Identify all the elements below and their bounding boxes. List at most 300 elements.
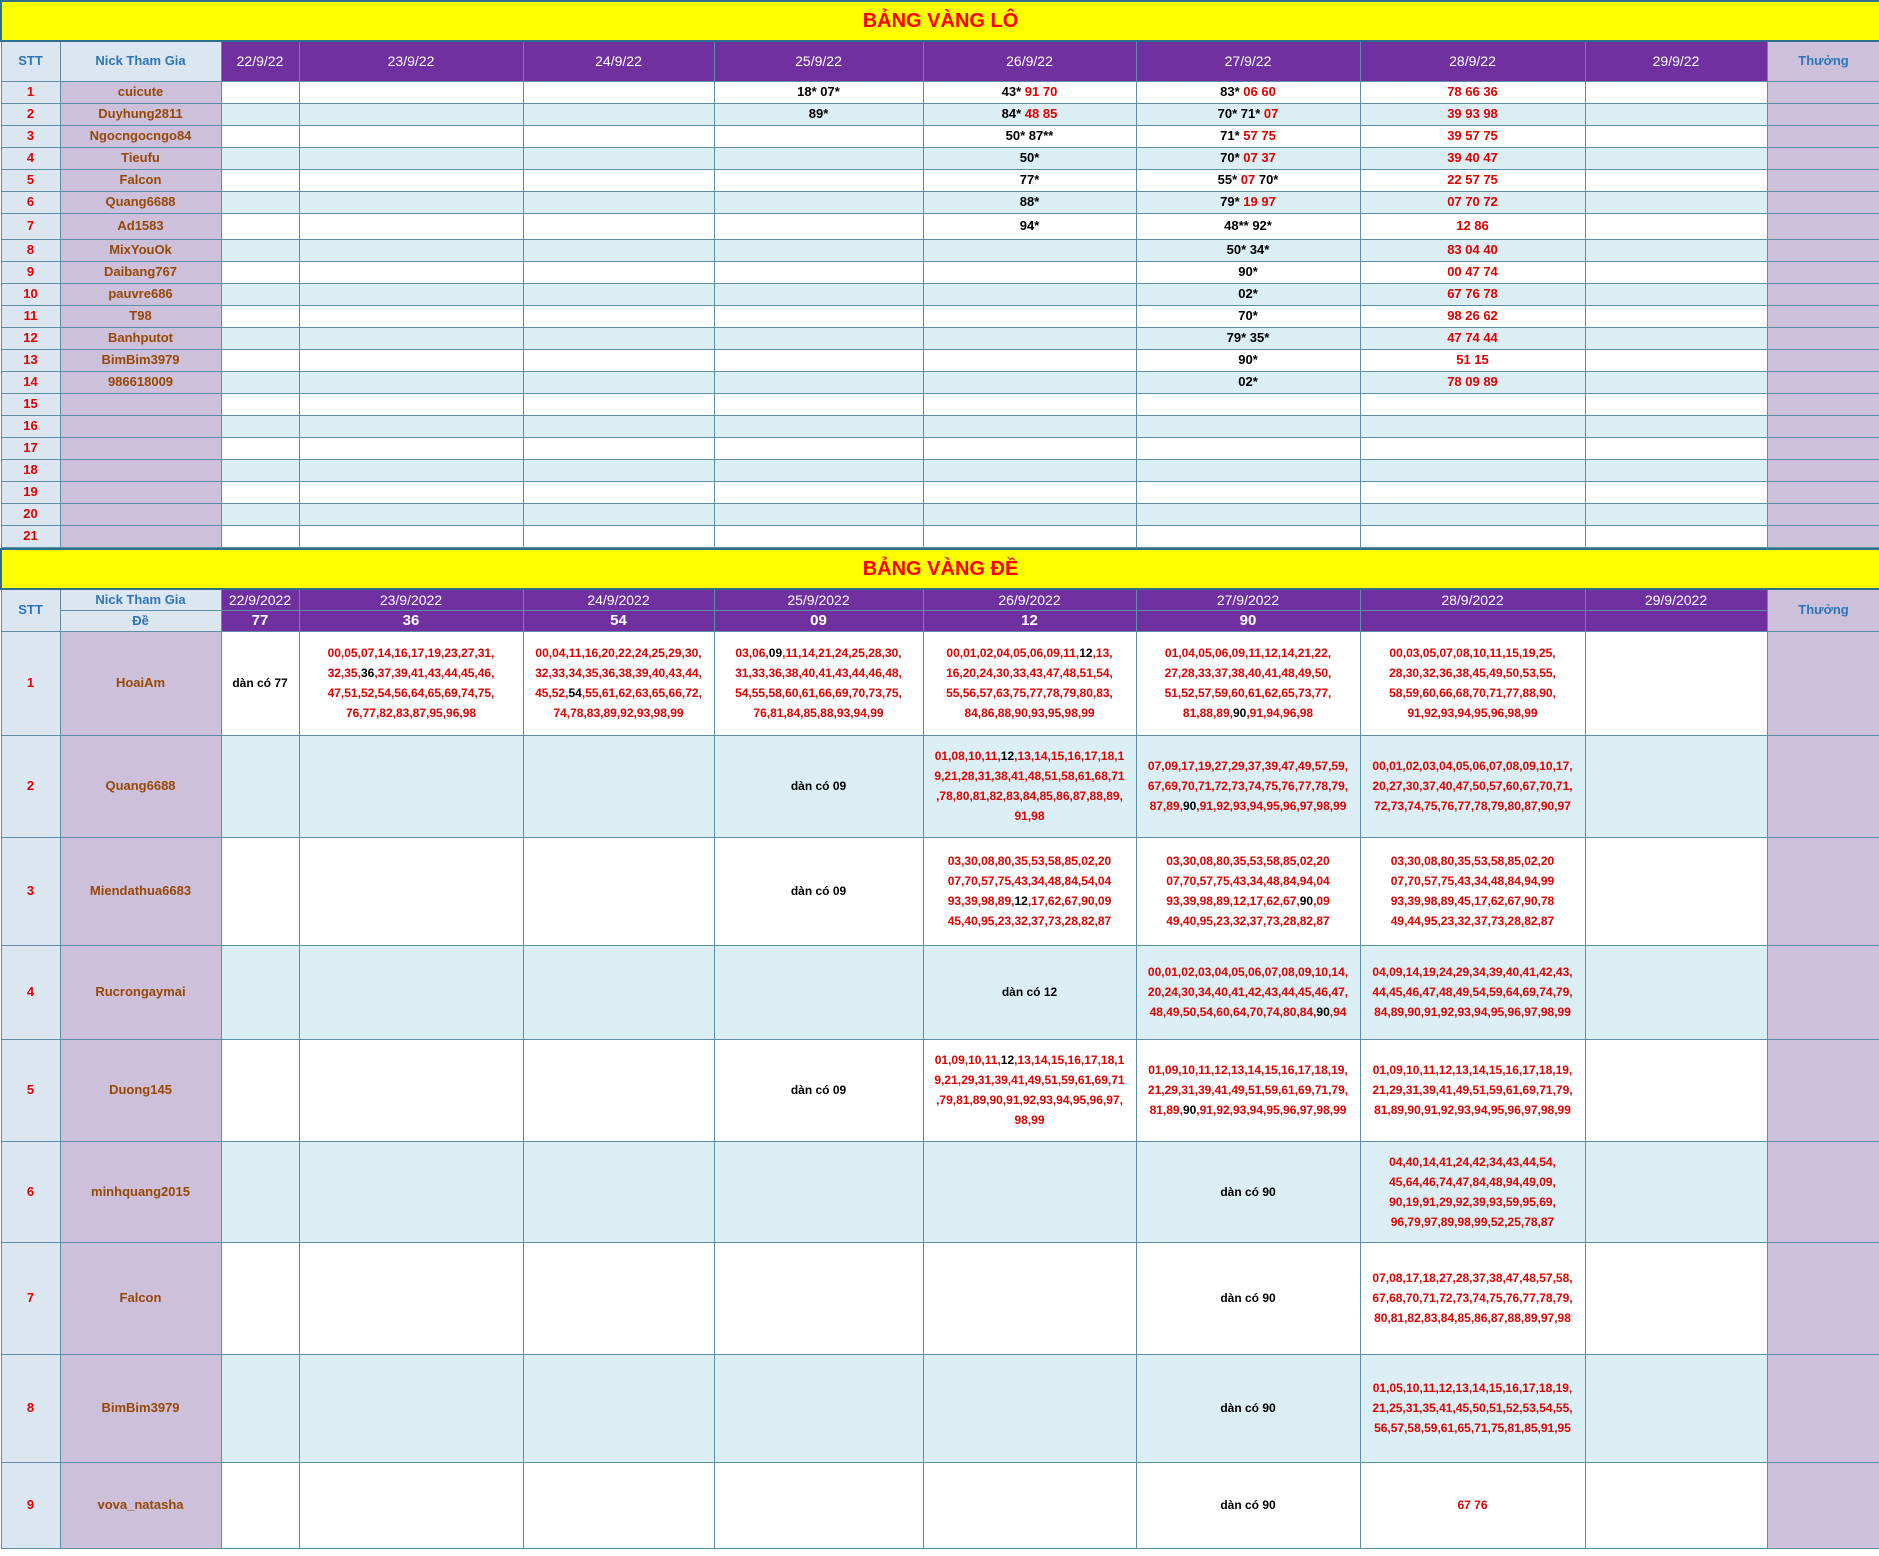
de-nick-header: Nick Tham Gia bbox=[60, 589, 221, 611]
cell-text: 71* bbox=[1220, 128, 1244, 143]
row-nick: HoaiAm bbox=[60, 631, 221, 735]
date-cell bbox=[1585, 525, 1767, 547]
date-cell bbox=[1360, 305, 1585, 327]
table-row bbox=[1, 261, 1879, 283]
de-reward-header: Thưởng bbox=[1767, 589, 1879, 632]
table-row bbox=[1, 481, 1879, 503]
cell-text: 90* bbox=[1238, 352, 1258, 367]
date-cell bbox=[1136, 437, 1360, 459]
date-cell bbox=[923, 371, 1136, 393]
date-cell bbox=[714, 169, 923, 191]
cell-text: 81,89, bbox=[1149, 1103, 1183, 1117]
cell-text: 21,25,31,35,41,45,50,51,52,53,54,55, bbox=[1372, 1401, 1573, 1415]
date-cell bbox=[1136, 393, 1360, 415]
cell-text: 90 bbox=[1232, 706, 1247, 720]
date-cell bbox=[221, 525, 299, 547]
date-cell bbox=[299, 1354, 523, 1462]
cell-text: 79* bbox=[1220, 194, 1244, 209]
row-nick: Ngocngocngo84 bbox=[60, 125, 221, 147]
date-cell bbox=[523, 283, 714, 305]
date-cell bbox=[1136, 1039, 1360, 1141]
lo-date-header: 22/9/22 bbox=[221, 41, 299, 81]
row-nick: Tieufu bbox=[60, 147, 221, 169]
cell-text: 07 bbox=[1263, 106, 1279, 121]
cell-text: 79* 35* bbox=[1226, 330, 1270, 345]
cell-text: 18* 07* bbox=[797, 84, 840, 99]
date-cell bbox=[299, 239, 523, 261]
row-stt: 4 bbox=[1, 147, 60, 169]
row-nick: Falcon bbox=[60, 1242, 221, 1354]
cell-text: 50* 87** bbox=[1005, 128, 1054, 143]
row-stt: 1 bbox=[1, 631, 60, 735]
cell-text: 47 74 44 bbox=[1447, 330, 1498, 345]
date-cell bbox=[523, 305, 714, 327]
table-row bbox=[1, 125, 1879, 147]
date-cell bbox=[1136, 261, 1360, 283]
row-stt: 7 bbox=[1, 213, 60, 239]
cell-text: 48 85 bbox=[1024, 106, 1058, 121]
date-cell bbox=[1360, 503, 1585, 525]
cell-text: ,37,39,41,43,44,45,46, bbox=[374, 666, 495, 680]
reward-cell bbox=[1767, 837, 1879, 945]
cell-text: 91,92,93,94,95,96,98,99 bbox=[1407, 706, 1538, 720]
cell-text: 70* bbox=[1220, 150, 1244, 165]
date-cell bbox=[1136, 371, 1360, 393]
date-cell bbox=[1136, 239, 1360, 261]
reward-cell bbox=[1767, 239, 1879, 261]
date-cell bbox=[221, 103, 299, 125]
date-cell bbox=[923, 631, 1136, 735]
date-cell bbox=[1360, 459, 1585, 481]
date-cell bbox=[923, 305, 1136, 327]
cell-text: ,91,92,93,94,95,96,97,98,99 bbox=[1196, 799, 1347, 813]
cell-text: 77* bbox=[1019, 172, 1040, 187]
date-cell bbox=[299, 371, 523, 393]
cell-text: 84,86,88,90,93,95,98,99 bbox=[964, 706, 1095, 720]
date-cell bbox=[1360, 261, 1585, 283]
date-cell bbox=[299, 393, 523, 415]
date-cell bbox=[221, 503, 299, 525]
date-cell bbox=[1360, 125, 1585, 147]
date-cell bbox=[523, 631, 714, 735]
cell-text: 21,29,31,39,41,49,51,59,61,69,71,79, bbox=[1372, 1083, 1573, 1097]
cell-text: 20,27,30,37,40,47,50,57,60,67,70,71, bbox=[1372, 779, 1573, 793]
row-stt: 2 bbox=[1, 735, 60, 837]
date-cell bbox=[299, 837, 523, 945]
table-row bbox=[1, 1462, 1879, 1548]
date-cell bbox=[1360, 283, 1585, 305]
date-cell bbox=[299, 1141, 523, 1242]
reward-cell bbox=[1767, 393, 1879, 415]
date-cell bbox=[1585, 735, 1767, 837]
row-stt: 7 bbox=[1, 1242, 60, 1354]
date-cell bbox=[523, 1462, 714, 1548]
lo-date-header: 27/9/22 bbox=[1136, 41, 1360, 81]
row-nick: vova_natasha bbox=[60, 1462, 221, 1548]
row-nick bbox=[60, 415, 221, 437]
cell-text: 01,04,05,06,09,11,12,14,21,22, bbox=[1164, 646, 1332, 660]
cell-text: 04,09,14,19,24,29,34,39,40,41,42,43, bbox=[1372, 965, 1573, 979]
row-nick: 986618009 bbox=[60, 371, 221, 393]
date-cell bbox=[1585, 393, 1767, 415]
cell-text: 12 bbox=[1014, 894, 1028, 908]
table-row bbox=[1, 283, 1879, 305]
cell-text: ,91,92,93,94,95,96,97,98,99 bbox=[1196, 1103, 1347, 1117]
cell-text: 06 60 bbox=[1243, 84, 1276, 99]
table-row bbox=[1, 437, 1879, 459]
date-cell bbox=[1360, 371, 1585, 393]
cell-text: 49,44,95,23,32,37,73,28,82,87 bbox=[1390, 914, 1555, 928]
date-cell bbox=[923, 213, 1136, 239]
cell-text: 09 bbox=[768, 646, 783, 660]
date-cell bbox=[221, 945, 299, 1039]
cell-text: 81,88,89, bbox=[1182, 706, 1233, 720]
row-nick bbox=[60, 459, 221, 481]
cell-text: 93,39,98,89, bbox=[947, 894, 1015, 908]
date-cell bbox=[1136, 125, 1360, 147]
lo-reward-header: Thưởng bbox=[1767, 41, 1879, 81]
row-stt: 11 bbox=[1, 305, 60, 327]
date-cell bbox=[299, 481, 523, 503]
de-date-header: 25/9/2022 bbox=[714, 589, 923, 611]
date-cell bbox=[714, 349, 923, 371]
date-cell bbox=[1360, 327, 1585, 349]
date-cell bbox=[221, 393, 299, 415]
lo-body bbox=[1, 81, 1879, 547]
cell-text: 90 bbox=[1299, 894, 1314, 908]
date-cell bbox=[714, 81, 923, 103]
de-result: 09 bbox=[714, 610, 923, 631]
row-nick bbox=[60, 481, 221, 503]
date-cell bbox=[1585, 147, 1767, 169]
row-stt: 15 bbox=[1, 393, 60, 415]
lo-date-header: 26/9/22 bbox=[923, 41, 1136, 81]
lo-date-header: 24/9/22 bbox=[523, 41, 714, 81]
cell-text: ,91,94,96,98 bbox=[1246, 706, 1314, 720]
row-stt: 12 bbox=[1, 327, 60, 349]
reward-cell bbox=[1767, 415, 1879, 437]
reward-cell bbox=[1767, 81, 1879, 103]
cell-text: dàn có 90 bbox=[1220, 1291, 1276, 1305]
row-nick: MixYouOk bbox=[60, 239, 221, 261]
date-cell bbox=[1360, 103, 1585, 125]
cell-text: 48** 92* bbox=[1224, 218, 1272, 233]
row-stt: 5 bbox=[1, 169, 60, 191]
date-cell bbox=[523, 349, 714, 371]
reward-cell bbox=[1767, 305, 1879, 327]
date-cell bbox=[1585, 1462, 1767, 1548]
cell-text: 12 bbox=[1079, 646, 1093, 660]
cell-text: ,78,80,81,82,83,84,85,86,87,88,89, bbox=[936, 789, 1123, 803]
cell-text: 01,09,10,11,12,13,14,15,16,17,18,19, bbox=[1148, 1063, 1348, 1077]
date-cell bbox=[1136, 1141, 1360, 1242]
date-cell bbox=[299, 261, 523, 283]
de-header-row bbox=[1, 589, 1879, 611]
date-cell bbox=[299, 945, 523, 1039]
table-row bbox=[1, 1242, 1879, 1354]
cell-text: 90 bbox=[1182, 799, 1197, 813]
cell-text: 12 bbox=[1000, 749, 1015, 763]
date-cell bbox=[1136, 631, 1360, 735]
cell-text: 93,39,98,89,12,17,62,67, bbox=[1166, 894, 1300, 908]
cell-text: 28,30,32,36,38,45,49,50,53,55, bbox=[1389, 666, 1556, 680]
date-cell bbox=[714, 393, 923, 415]
cell-text: 67 76 78 bbox=[1447, 286, 1498, 301]
table-row bbox=[1, 349, 1879, 371]
cell-text: 00,01,02,04,05,06,09,11, bbox=[946, 646, 1080, 660]
date-cell bbox=[299, 327, 523, 349]
date-cell bbox=[523, 503, 714, 525]
cell-text: dàn có 12 bbox=[1001, 985, 1058, 999]
cell-text: 9,21,29,31,39,41,49,51,59,61,69,71 bbox=[934, 1073, 1125, 1087]
cell-text: dàn có 90 bbox=[1220, 1401, 1276, 1415]
date-cell bbox=[221, 735, 299, 837]
row-nick: pauvre686 bbox=[60, 283, 221, 305]
reward-cell bbox=[1767, 525, 1879, 547]
cell-text: 54 bbox=[568, 686, 582, 700]
table-row bbox=[1, 81, 1879, 103]
cell-text: 78 66 36 bbox=[1447, 84, 1498, 99]
cell-text: 00,05,07,14,16,17,19,23,27,31, bbox=[327, 646, 495, 660]
date-cell bbox=[923, 81, 1136, 103]
date-cell bbox=[923, 1354, 1136, 1462]
de-result: 77 bbox=[221, 610, 299, 631]
date-cell bbox=[1136, 349, 1360, 371]
cell-text: dàn có 77 bbox=[232, 676, 288, 690]
table-row bbox=[1, 1354, 1879, 1462]
date-cell bbox=[1585, 239, 1767, 261]
date-cell bbox=[299, 735, 523, 837]
date-cell bbox=[1360, 1462, 1585, 1548]
cell-text: 48,49,50,54,60,64,70,74,80,84, bbox=[1149, 1005, 1317, 1019]
date-cell bbox=[1585, 213, 1767, 239]
cell-text: 55* bbox=[1217, 172, 1241, 187]
lo-title: BẢNG VÀNG LÔ bbox=[1, 1, 1879, 41]
row-stt: 1 bbox=[1, 81, 60, 103]
date-cell bbox=[1136, 191, 1360, 213]
cell-text: ,11,14,21,24,25,28,30, bbox=[782, 646, 902, 660]
date-cell bbox=[221, 239, 299, 261]
lo-date-header: 23/9/22 bbox=[299, 41, 523, 81]
date-cell bbox=[221, 415, 299, 437]
cell-text: 9,21,28,31,38,41,48,51,58,61,68,71 bbox=[934, 769, 1125, 783]
date-cell bbox=[1360, 169, 1585, 191]
date-cell bbox=[1585, 169, 1767, 191]
date-cell bbox=[1360, 81, 1585, 103]
cell-text: 98 26 62 bbox=[1447, 308, 1498, 323]
date-cell bbox=[1136, 305, 1360, 327]
row-stt: 21 bbox=[1, 525, 60, 547]
table-row bbox=[1, 735, 1879, 837]
date-cell bbox=[221, 1039, 299, 1141]
row-stt: 6 bbox=[1, 191, 60, 213]
date-cell bbox=[1136, 81, 1360, 103]
date-cell bbox=[1136, 213, 1360, 239]
date-cell bbox=[1136, 1462, 1360, 1548]
date-cell bbox=[221, 261, 299, 283]
date-cell bbox=[299, 305, 523, 327]
date-cell bbox=[299, 437, 523, 459]
row-nick: Duong145 bbox=[60, 1039, 221, 1141]
cell-text: 81,89,90,91,92,93,94,95,96,97,98,99 bbox=[1374, 1103, 1571, 1117]
cell-text: 39 40 47 bbox=[1447, 150, 1498, 165]
date-cell bbox=[1585, 631, 1767, 735]
date-cell bbox=[523, 481, 714, 503]
date-cell bbox=[221, 1462, 299, 1548]
table-row bbox=[1, 837, 1879, 945]
date-cell bbox=[923, 239, 1136, 261]
date-cell bbox=[714, 147, 923, 169]
cell-text: 47,51,52,54,56,64,65,69,74,75, bbox=[327, 686, 495, 700]
cell-text: 07,70,57,75,43,34,48,84,94,99 bbox=[1390, 874, 1555, 888]
de-title: BẢNG VÀNG ĐỀ bbox=[1, 549, 1879, 589]
date-cell bbox=[1585, 437, 1767, 459]
date-cell bbox=[1360, 191, 1585, 213]
reward-cell bbox=[1767, 459, 1879, 481]
cell-text: dàn có 90 bbox=[1220, 1184, 1276, 1199]
table-row bbox=[1, 393, 1879, 415]
de-result: 36 bbox=[299, 610, 523, 631]
row-stt: 6 bbox=[1, 1141, 60, 1242]
date-cell bbox=[299, 103, 523, 125]
date-cell bbox=[221, 191, 299, 213]
cell-text: 50* bbox=[1019, 150, 1040, 165]
date-cell bbox=[1360, 481, 1585, 503]
date-cell bbox=[1136, 481, 1360, 503]
de-result: 54 bbox=[523, 610, 714, 631]
cell-text: 43* bbox=[1001, 84, 1025, 99]
row-stt: 20 bbox=[1, 503, 60, 525]
date-cell bbox=[923, 169, 1136, 191]
date-cell bbox=[299, 631, 523, 735]
date-cell bbox=[1360, 213, 1585, 239]
date-cell bbox=[221, 459, 299, 481]
date-cell bbox=[1136, 327, 1360, 349]
cell-text: 49,40,95,23,32,37,73,28,82,87 bbox=[1166, 914, 1330, 928]
date-cell bbox=[523, 371, 714, 393]
date-cell bbox=[523, 459, 714, 481]
date-cell bbox=[714, 503, 923, 525]
date-cell bbox=[714, 525, 923, 547]
date-cell bbox=[1136, 503, 1360, 525]
date-cell bbox=[1360, 945, 1585, 1039]
date-cell bbox=[923, 481, 1136, 503]
cell-text: 90,19,91,29,92,39,93,59,95,69, bbox=[1389, 1194, 1556, 1209]
lo-table bbox=[0, 0, 1879, 548]
reward-cell bbox=[1767, 371, 1879, 393]
cell-text: 83 04 40 bbox=[1447, 242, 1498, 257]
row-nick: BimBim3979 bbox=[60, 1354, 221, 1462]
cell-text: 31,33,36,38,40,41,43,44,46,48, bbox=[735, 666, 902, 680]
table-row bbox=[1, 1141, 1879, 1242]
date-cell bbox=[714, 1354, 923, 1462]
date-cell bbox=[923, 459, 1136, 481]
date-cell bbox=[299, 1462, 523, 1548]
date-cell bbox=[1136, 525, 1360, 547]
date-cell bbox=[1136, 1354, 1360, 1462]
cell-text: 56,57,58,59,61,65,71,75,81,85,91,95 bbox=[1374, 1421, 1571, 1435]
lo-header-row bbox=[1, 41, 1879, 81]
table-row bbox=[1, 147, 1879, 169]
row-nick bbox=[60, 525, 221, 547]
cell-text: 03,06, bbox=[735, 646, 769, 660]
reward-cell bbox=[1767, 631, 1879, 735]
date-cell bbox=[299, 1242, 523, 1354]
date-cell bbox=[221, 125, 299, 147]
date-cell bbox=[523, 735, 714, 837]
cell-text: 19 97 bbox=[1243, 194, 1276, 209]
date-cell bbox=[714, 1141, 923, 1242]
date-cell bbox=[1360, 147, 1585, 169]
reward-cell bbox=[1767, 1141, 1879, 1242]
date-cell bbox=[221, 213, 299, 239]
date-cell bbox=[1136, 735, 1360, 837]
row-stt: 16 bbox=[1, 415, 60, 437]
date-cell bbox=[221, 305, 299, 327]
date-cell bbox=[714, 1462, 923, 1548]
date-cell bbox=[523, 261, 714, 283]
date-cell bbox=[1585, 1039, 1767, 1141]
date-cell bbox=[299, 415, 523, 437]
date-cell bbox=[1360, 525, 1585, 547]
date-cell bbox=[923, 525, 1136, 547]
date-cell bbox=[714, 371, 923, 393]
cell-text: ,94 bbox=[1329, 1005, 1347, 1019]
date-cell bbox=[1585, 415, 1767, 437]
cell-text: 70* bbox=[1238, 308, 1258, 323]
date-cell bbox=[714, 213, 923, 239]
cell-text: 07,08,17,18,27,28,37,38,47,48,57,58, bbox=[1372, 1271, 1573, 1285]
date-cell bbox=[1360, 1039, 1585, 1141]
cell-text: 98,99 bbox=[1014, 1113, 1045, 1127]
date-cell bbox=[523, 1039, 714, 1141]
cell-text: 67 76 bbox=[1457, 1498, 1488, 1512]
row-nick: Falcon bbox=[60, 169, 221, 191]
table-row bbox=[1, 103, 1879, 125]
date-cell bbox=[299, 283, 523, 305]
cell-text: 78 09 89 bbox=[1447, 374, 1498, 389]
cell-text: 91,98 bbox=[1014, 809, 1045, 823]
cell-text: 03,30,08,80,35,53,58,85,02,20 bbox=[1166, 854, 1330, 868]
date-cell bbox=[1360, 437, 1585, 459]
date-cell bbox=[1136, 415, 1360, 437]
date-cell bbox=[523, 327, 714, 349]
date-cell bbox=[923, 437, 1136, 459]
date-cell bbox=[1585, 459, 1767, 481]
cell-text: 36 bbox=[360, 666, 375, 680]
date-cell bbox=[221, 81, 299, 103]
table-row bbox=[1, 631, 1879, 735]
lo-date-header: 29/9/22 bbox=[1585, 41, 1767, 81]
cell-text: 07,70,57,75,43,34,48,84,54,04 bbox=[947, 874, 1112, 888]
date-cell bbox=[1136, 169, 1360, 191]
date-cell bbox=[221, 1242, 299, 1354]
date-cell bbox=[221, 837, 299, 945]
date-cell bbox=[1136, 103, 1360, 125]
date-cell bbox=[523, 837, 714, 945]
cell-text: 01,09,10,11, bbox=[934, 1053, 1001, 1067]
de-result-label: Đề bbox=[60, 610, 221, 631]
row-stt: 9 bbox=[1, 261, 60, 283]
date-cell bbox=[1360, 1242, 1585, 1354]
row-nick: Banhputot bbox=[60, 327, 221, 349]
date-cell bbox=[714, 1242, 923, 1354]
date-cell bbox=[1136, 147, 1360, 169]
date-cell bbox=[221, 349, 299, 371]
cell-text: 94* bbox=[1019, 218, 1040, 233]
date-cell bbox=[923, 261, 1136, 283]
date-cell bbox=[714, 837, 923, 945]
